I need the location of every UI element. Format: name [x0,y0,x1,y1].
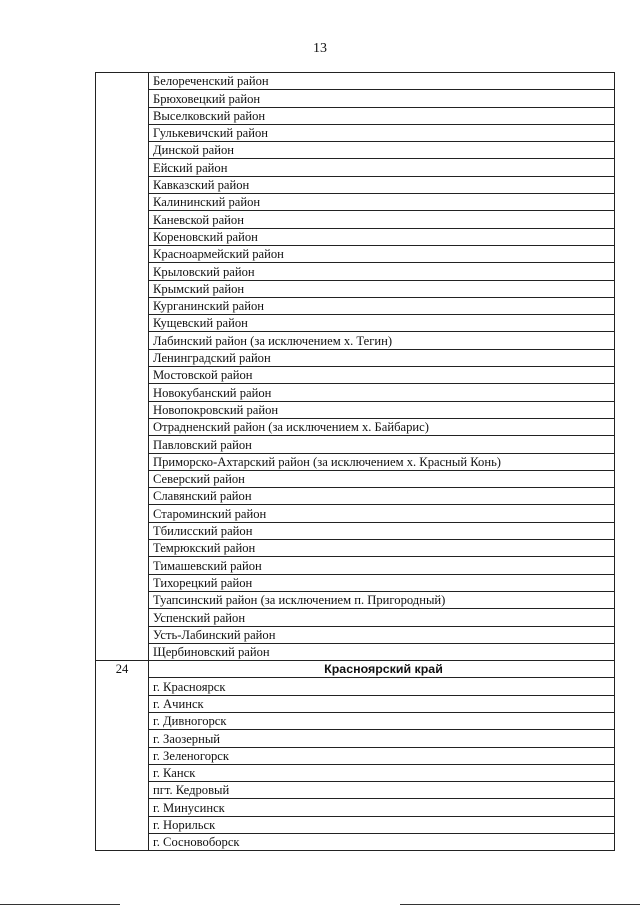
table-row [96,782,615,799]
table-row [96,557,615,574]
district-name: Каневской район [149,211,615,228]
table-row [96,505,615,522]
table-row [96,799,615,816]
territory-table-body [96,73,615,851]
table-row [96,315,615,332]
district-name: г. Норильск [149,816,615,833]
table-row [96,228,615,245]
district-name: Кореновский район [149,228,615,245]
table-row [96,695,615,712]
table-row [96,418,615,435]
district-name: Выселковский район [149,107,615,124]
table-row [96,453,615,470]
district-name: г. Ачинск [149,695,615,712]
district-name: г. Сосновоборск [149,834,615,851]
table-row [96,73,615,90]
table-row [96,678,615,695]
district-name: Крымский район [149,280,615,297]
table-row [96,384,615,401]
table-row [96,522,615,539]
table-row [96,332,615,349]
table-row [96,730,615,747]
district-name: Павловский район [149,436,615,453]
district-name: Брюховецкий район [149,90,615,107]
table-row [96,834,615,851]
district-name: Тихорецкий район [149,574,615,591]
table-row [96,488,615,505]
district-name: г. Заозерный [149,730,615,747]
row-number [96,73,149,661]
table-row [96,142,615,159]
region-name: Красноярский край [149,661,615,678]
table-row [96,194,615,211]
district-name: Белореченский район [149,73,615,90]
district-name: Славянский район [149,488,615,505]
table-row [96,643,615,660]
district-name: Калининский район [149,194,615,211]
page-number: 13 [313,41,327,56]
district-name: Лабинский район (за исключением х. Тегин) [149,332,615,349]
table-row [96,176,615,193]
district-name: г. Красноярск [149,678,615,695]
table-row [96,349,615,366]
territory-table-container [95,72,615,851]
district-name: Курганинский район [149,297,615,314]
table-row [96,816,615,833]
district-name: Крыловский район [149,263,615,280]
table-row [96,90,615,107]
district-name: Туапсинский район (за исключением п. Пригородный) [149,591,615,608]
table-row [96,280,615,297]
table-row [96,764,615,781]
district-name: Красноармейский район [149,245,615,262]
table-row [96,747,615,764]
district-name: Отрадненский район (за исключением х. Байбарис) [149,418,615,435]
table-row [96,574,615,591]
district-name: Мостовской район [149,367,615,384]
district-name: Приморско-Ахтарский район (за исключением х. Красный Конь) [149,453,615,470]
district-name: Ейский район [149,159,615,176]
table-row [96,107,615,124]
district-name: Темрюкский район [149,540,615,557]
district-name: Кавказский район [149,176,615,193]
table-row [96,367,615,384]
district-name: Староминский район [149,505,615,522]
district-name: Северский район [149,470,615,487]
table-row [96,159,615,176]
district-name: г. Минусинск [149,799,615,816]
district-name: г. Дивногорск [149,712,615,729]
district-name: Кущевский район [149,315,615,332]
table-row [96,263,615,280]
district-name: Динской район [149,142,615,159]
table-row [96,211,615,228]
district-name: г. Зеленогорск [149,747,615,764]
table-row [96,124,615,141]
row-number: 24 [96,661,149,851]
district-name: Новокубанский район [149,384,615,401]
district-name: Гулькевичский район [149,124,615,141]
district-name: пгт. Кедровый [149,782,615,799]
table-row [96,436,615,453]
table-row [96,401,615,418]
district-name: Щербиновский район [149,643,615,660]
district-name: Ленинградский район [149,349,615,366]
table-group-row [96,661,615,678]
table-row [96,540,615,557]
district-name: Успенский район [149,609,615,626]
table-row [96,626,615,643]
table-row [96,470,615,487]
table-row [96,245,615,262]
table-row [96,591,615,608]
table-row [96,609,615,626]
table-row [96,712,615,729]
district-name: Новопокровский район [149,401,615,418]
territory-table [95,72,615,851]
district-name: Тбилисский район [149,522,615,539]
district-name: Усть-Лабинский район [149,626,615,643]
table-row [96,297,615,314]
district-name: г. Канск [149,764,615,781]
district-name: Тимашевский район [149,557,615,574]
